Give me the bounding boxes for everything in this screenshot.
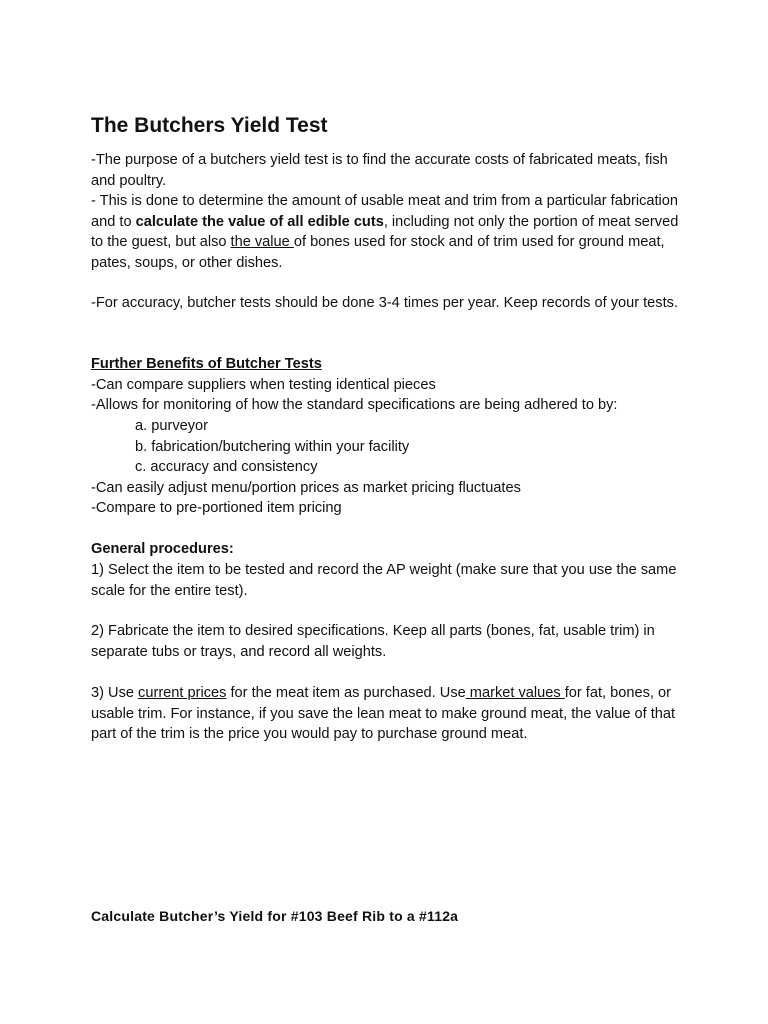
- document-title: The Butchers Yield Test: [91, 114, 328, 137]
- benefits-item-1: -Can compare suppliers when testing identical pieces: [91, 377, 436, 393]
- benefits-item-3: -Can easily adjust menu/portion prices as market pricing fluctuates: [91, 480, 521, 496]
- intro-determine: [91, 191, 681, 273]
- benefits-sub-a: a. purveyor: [135, 418, 209, 434]
- procedure-step-2: 2) Fabricate the item to desired specifications. Keep all parts (bones, fat, usable trim) in separate tubs or trays, and record all weights.: [91, 623, 655, 660]
- step3-text-c: for fat, bones, or usable trim. For instance, if you save the lean meat to make ground meat, the value of that part of the trim is the price you would pay to purchase ground meat.: [91, 685, 680, 742]
- step3-current-prices: current prices: [138, 685, 227, 701]
- yield-calculation-title: Calculate Butcher’s Yield for #103 Beef Rib to a #112a: [91, 908, 459, 924]
- procedure-step-3: [91, 683, 681, 745]
- intro-determine-text-a: - This is done to determine the amount of usable meat and trim from a particular fabrication and to: [91, 193, 683, 230]
- benefits-item-4: -Compare to pre-portioned item pricing: [91, 500, 342, 516]
- benefits-heading: Further Benefits of Butcher Tests: [91, 356, 322, 372]
- step3-text-a: 3) Use: [91, 685, 139, 701]
- benefits-sub-c: c. accuracy and consistency: [135, 459, 318, 475]
- step3-text-b: for the meat item as purchased. Use: [226, 685, 466, 701]
- intro-accuracy: -For accuracy, butcher tests should be done 3-4 times per year. Keep records of your tests.: [91, 295, 679, 311]
- intro-determine-text-b: , including not only the portion of meat served to the guest, but also: [91, 213, 683, 250]
- benefits-sub-b: b. fabrication/butchering within your facility: [135, 439, 410, 455]
- benefits-item-2: -Allows for monitoring of how the standard specifications are being adhered to by:: [91, 397, 618, 413]
- intro-underline-phrase: the value: [230, 234, 294, 250]
- intro-bold-phrase: calculate the value of all edible cuts: [135, 213, 384, 230]
- intro-determine-text-c: of bones used for stock and of trim used for ground meat, pates, soups, or other dishes.: [91, 234, 669, 271]
- procedures-heading: General procedures:: [91, 541, 234, 557]
- procedure-step-1: 1) Select the item to be tested and record the AP weight (make sure that you use the same scale for the entire test).: [91, 562, 677, 599]
- step3-market-values: market values: [465, 685, 565, 701]
- intro-purpose: -The purpose of a butchers yield test is to find the accurate costs of fabricated meats, fish and poultry.: [91, 152, 668, 189]
